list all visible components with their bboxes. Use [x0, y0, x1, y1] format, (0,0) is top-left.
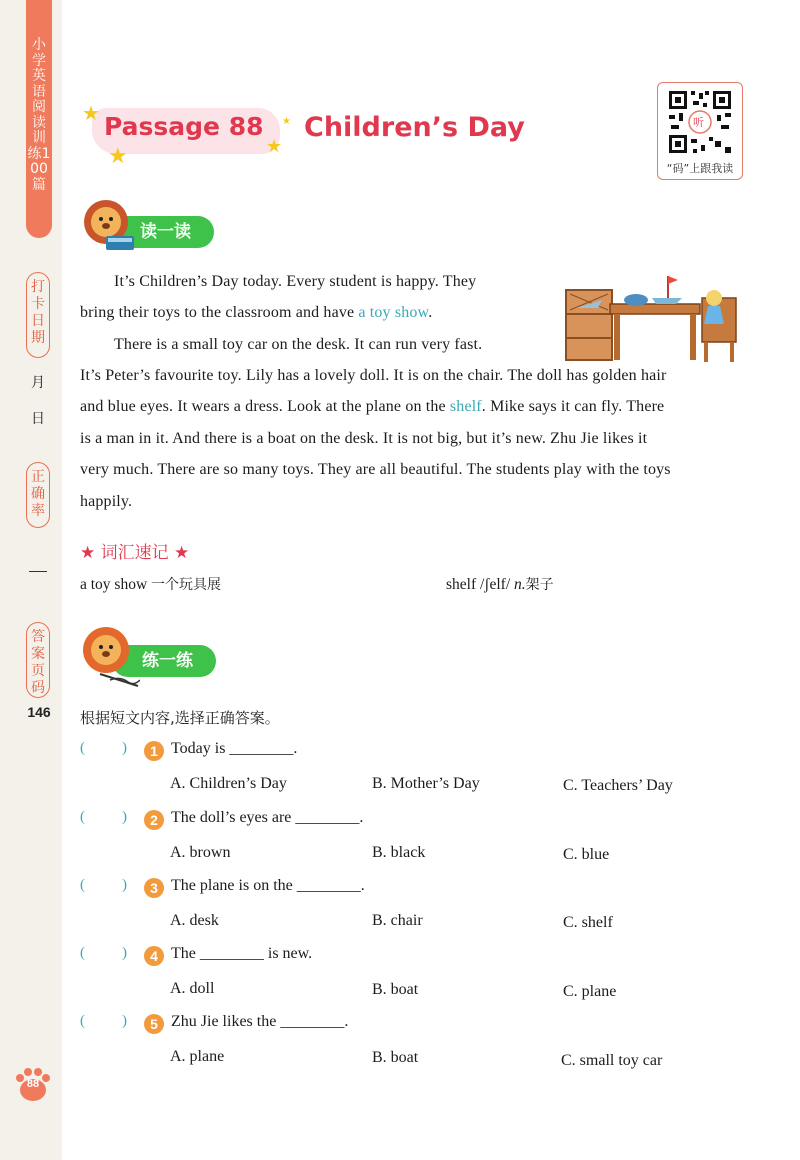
read-section-header: 读一读 — [110, 216, 214, 248]
instruction-text: 根据短文内容,选择正确答案。 — [80, 709, 280, 727]
accuracy-label: 正确率 — [26, 462, 50, 528]
vocab-item: a toy show 一个玩具展 — [80, 576, 222, 593]
option-a[interactable]: A. doll — [170, 980, 215, 997]
option-b[interactable]: B. boat — [372, 1049, 419, 1066]
passage-line: bring their toys to the classroom and have a toy show. — [80, 304, 433, 321]
qr-code-box[interactable] — [657, 82, 743, 180]
passage-line: very much. There are so many toys. They are all beautiful. The students play with the toys — [80, 461, 671, 478]
checkin-date-label: 打卡日期 — [26, 272, 50, 358]
answer-bracket-open[interactable]: ( — [80, 809, 85, 825]
question-text: The plane is on the ________. — [171, 877, 365, 894]
passage-number: Passage 88 — [104, 112, 264, 141]
option-b[interactable]: B. Mother’s Day — [372, 775, 480, 792]
question-text: Today is ________. — [171, 740, 298, 757]
passage-line: There is a small toy car on the desk. It can run very fast. — [114, 336, 483, 353]
option-c[interactable]: C. plane — [563, 983, 617, 1000]
passage-line: happily. — [80, 493, 133, 510]
passage-line: It’s Peter’s favourite toy. Lily has a lovely doll. It is on the chair. The doll has golden hair — [80, 367, 667, 384]
practice-section-header: 练一练 — [112, 645, 216, 677]
day-label: 日 — [31, 411, 45, 427]
accuracy-blank — [29, 571, 47, 572]
vocab-item: shelf /ʃelf/ n.架子 — [446, 576, 554, 593]
answer-bracket-close: ) — [122, 809, 127, 825]
answer-bracket-close: ) — [122, 1013, 127, 1029]
option-c[interactable]: C. blue — [563, 846, 610, 863]
series-banner: 小学英语阅读训练100篇 — [26, 0, 52, 238]
question-number: 2 — [144, 810, 164, 830]
answer-bracket-open[interactable]: ( — [80, 1013, 85, 1029]
option-a[interactable]: A. plane — [170, 1048, 225, 1065]
star-icon: ★ — [108, 143, 128, 168]
page-number: 88 — [26, 1078, 40, 1090]
answer-bracket-close: ) — [122, 740, 127, 756]
answer-bracket-close: ) — [122, 877, 127, 893]
answer-bracket-open[interactable]: ( — [80, 877, 85, 893]
passage-line: is a man in it. And there is a boat on the desk. It is not big, but it’s new. Zhu Jie likes it — [80, 430, 648, 447]
option-a[interactable]: A. Children’s Day — [170, 775, 287, 792]
option-b[interactable]: B. black — [372, 844, 426, 861]
page-title: Children’s Day — [304, 112, 525, 143]
month-label: 月 — [31, 375, 45, 391]
answer-page-number: 146 — [27, 704, 51, 720]
vocab-highlight: shelf — [449, 398, 482, 415]
listen-icon: 听 — [693, 116, 704, 129]
option-c[interactable]: C. small toy car — [561, 1052, 663, 1069]
answer-bracket-open[interactable]: ( — [80, 945, 85, 961]
star-icon: ★ — [82, 103, 100, 125]
vocab-highlight: a toy show — [358, 304, 429, 321]
vocab-heading: ★ 词汇速记 ★ — [80, 543, 190, 563]
qr-caption: “码”上跟我读 — [666, 162, 734, 175]
question-number: 1 — [144, 741, 164, 761]
question-text: The ________ is new. — [171, 945, 313, 962]
star-icon: ★ — [266, 136, 283, 156]
lion-pencil-icon — [80, 624, 140, 688]
option-b[interactable]: B. chair — [372, 912, 423, 929]
question-number: 3 — [144, 878, 164, 898]
question-number: 5 — [144, 1014, 164, 1034]
star-icon: ★ — [282, 116, 291, 127]
option-c[interactable]: C. Teachers’ Day — [563, 777, 673, 794]
answer-page-label: 答案页码 — [26, 622, 50, 698]
passage-line: It’s Children’s Day today. Every student is happy. They — [114, 273, 477, 290]
answer-bracket-close: ) — [122, 945, 127, 961]
option-c[interactable]: C. shelf — [563, 914, 613, 931]
question-text: The doll’s eyes are ________. — [171, 809, 364, 826]
option-a[interactable]: A. brown — [170, 844, 231, 861]
classroom-toys-illustration — [562, 268, 742, 364]
question-number: 4 — [144, 946, 164, 966]
option-a[interactable]: A. desk — [170, 912, 219, 929]
passage-line: and blue eyes. It wears a dress. Look at the plane on the shelf. Mike says it can fly. There — [80, 398, 665, 415]
answer-bracket-open[interactable]: ( — [80, 740, 85, 756]
question-text: Zhu Jie likes the ________. — [171, 1013, 349, 1030]
option-b[interactable]: B. boat — [372, 981, 419, 998]
lion-reading-icon — [78, 198, 138, 256]
